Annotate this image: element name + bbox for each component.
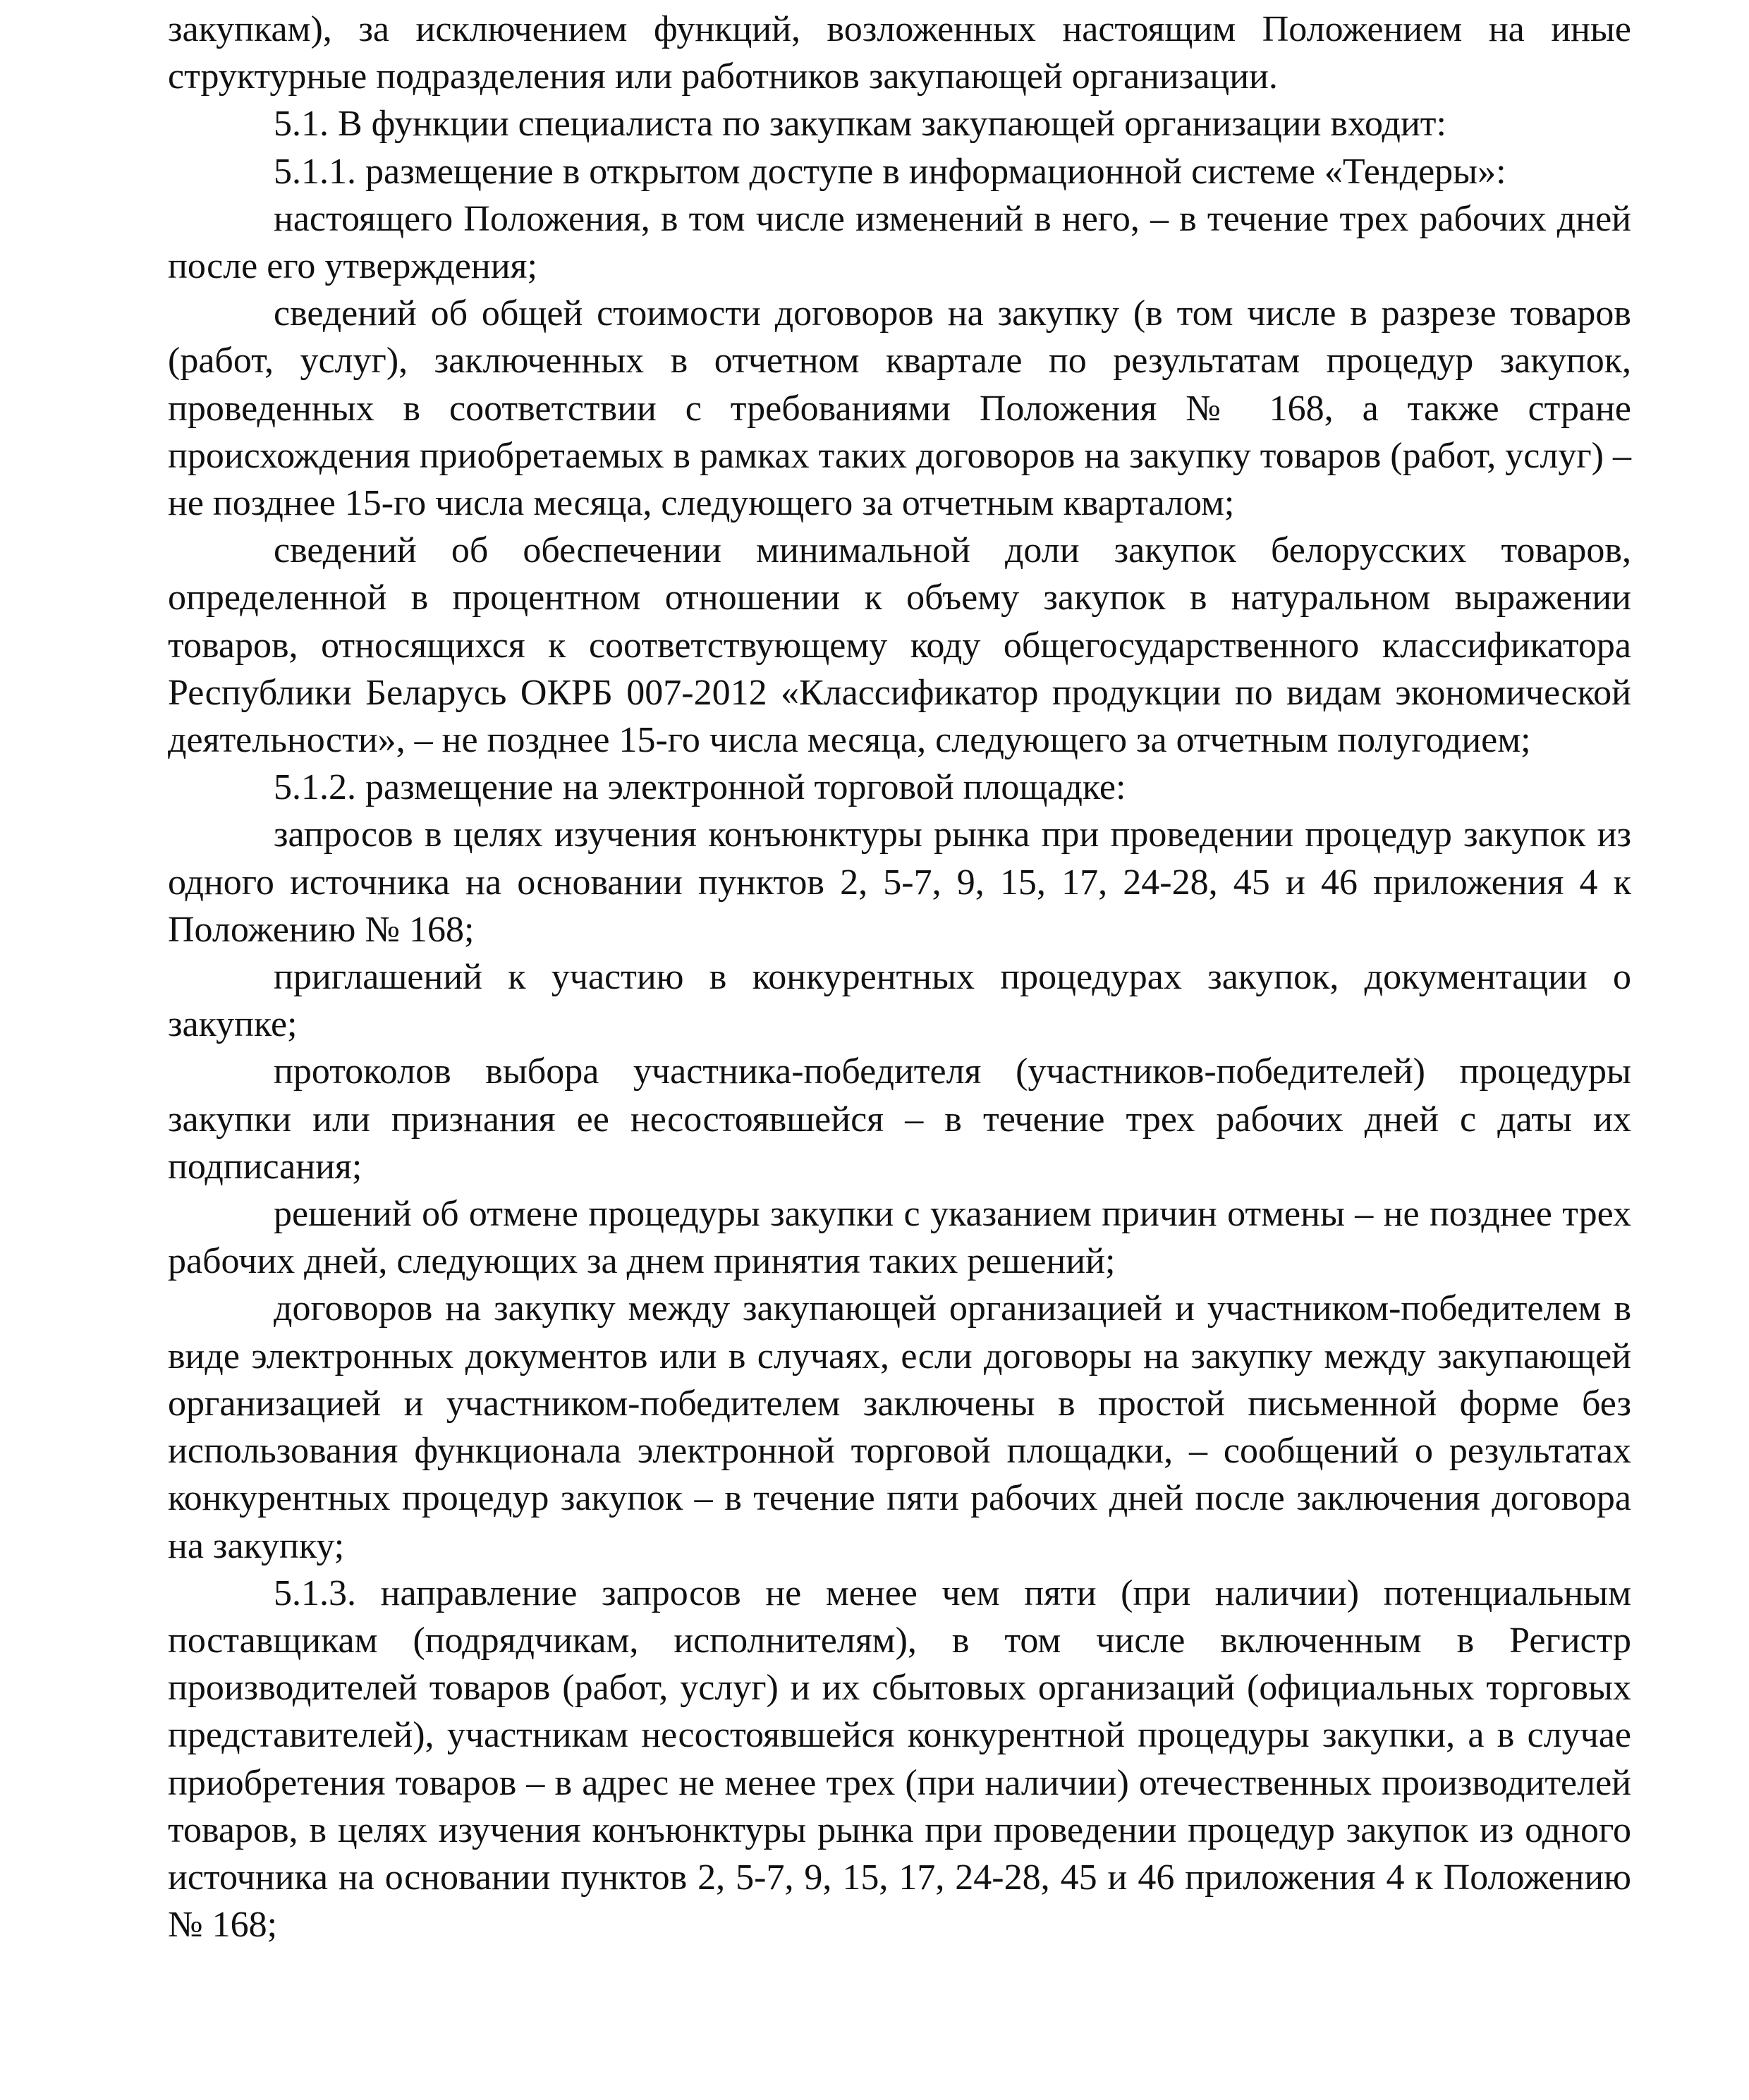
paragraph-item: сведений об обеспечении минимальной доли закупок белорусских товаров, определенной в процентном отношении к объему закупок в натуральном выражении товаров, относящихся к соответствующему коду общегосударственного классификатора Республики Беларусь ОКРБ 007-2012 «Классификатор продукции по видам экономической деятельности», – не позднее 15-го числа месяца, следующего за отчетным полугодием; (168, 530, 1631, 761)
paragraph-5-1-1: 5.1.1. размещение в открытом доступе в информационной системе «Тендеры»: (274, 151, 1506, 192)
paragraph-5-1: 5.1. В функции специалиста по закупкам закупающей организации входит: (274, 104, 1446, 145)
paragraph-item: протоколов выбора участника-победителя (участников-победителей) процедуры закупки или признания ее несостоявшейся – в течение трех рабочих дней с даты их подписания; (168, 1051, 1631, 1187)
paragraph-item: решений об отмене процедуры закупки с указанием причин отмены – не позднее трех рабочих дней, следующих за днем принятия таких решений; (168, 1194, 1631, 1282)
paragraph-item: сведений об общей стоимости договоров на закупку (в том числе в разрезе товаров (работ, услуг), заключенных в отчетном квартале по результатам процедур закупок, проведенных в соответствии с требованиями Положения № 168, а также стране происхождения приобретаемых в рамках таких договоров на закупку товаров (работ, услуг) – не позднее 15-го числа месяца, следующего за отчетным кварталом; (168, 293, 1631, 524)
paragraph-continuation: закупкам), за исключением функций, возложенных настоящим Положением на иные структурные подразделения или работников закупающей организации. (168, 9, 1631, 97)
paragraph-item: настоящего Положения, в том числе изменений в него, – в течение трех рабочих дней после его утверждения; (168, 198, 1631, 287)
paragraph-item: приглашений к участию в конкурентных процедурах закупок, документации о закупке; (168, 957, 1631, 1045)
paragraph-5-1-3: 5.1.3. направление запросов не менее чем пяти (при наличии) потенциальным поставщикам (подрядчикам, исполнителям), в том числе включенным в Регистр производителей товаров (работ, услуг) и их сбытовых организаций (официальных торговых представителей), участникам несостоявшейся конкурентной процедуры закупки, а в случае приобретения товаров – в адрес не менее трех (при наличии) отечественных производителей товаров, в целях изучения конъюнктуры рынка при проведении процедур закупок из одного источника на основании пунктов 2, 5-7, 9, 15, 17, 24-28, 45 и 46 приложения 4 к Положению № 168; (168, 1573, 1631, 1946)
paragraph-item: запросов в целях изучения конъюнктуры рынка при проведении процедур закупок из одного источника на основании пунктов 2, 5-7, 9, 15, 17, 24-28, 45 и 46 приложения 4 к Положению № 168; (168, 814, 1631, 950)
paragraph-item: договоров на закупку между закупающей организацией и участником-победителем в виде электронных документов или в случаях, если договоры на закупку между закупающей организацией и участником-победителем заключены в простой письменной форме без использования функционала электронной торговой площадки, – сообщений о результатах конкурентных процедур закупок – в течение пяти рабочих дней после заключения договора на закупку; (168, 1288, 1631, 1566)
paragraph-5-1-2: 5.1.2. размещение на электронной торговой площадке: (274, 767, 1126, 808)
document-page (168, 6, 1631, 1948)
